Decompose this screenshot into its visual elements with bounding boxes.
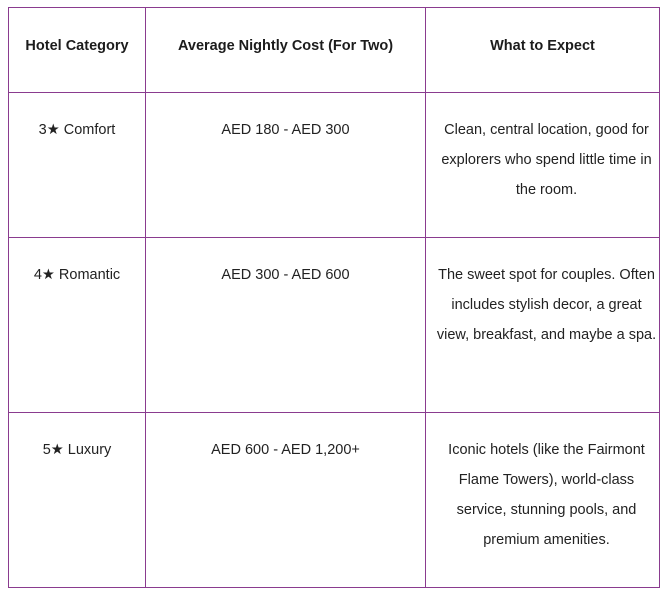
table-row [9,238,660,413]
category-text: 3★ Comfort [38,122,116,138]
expect-text: Clean, central location, good for explorers who spend little time in the room. [441,122,652,198]
expect-cell [426,238,660,413]
expect-text: The sweet spot for couples. Often includes stylish decor, a great view, breakfast, and maybe a spa. [436,267,657,343]
cost-text: AED 300 - AED 600 [221,267,350,283]
cost-cell [146,238,426,413]
cost-cell [146,93,426,238]
category-text: 5★ Luxury [42,442,112,458]
header-what-to-expect: What to Expect [426,8,660,93]
cost-cell [146,413,426,588]
cost-text: AED 180 - AED 300 [221,122,350,138]
expect-cell [426,413,660,588]
expect-text: Iconic hotels (like the Fairmont Flame Towers), world-class service, stunning pools, and premium amenities. [448,442,645,548]
category-cell [9,238,146,413]
category-text: 4★ Romantic [33,267,121,283]
hotel-pricing-table [8,7,660,588]
header-hotel-category: Hotel Category [9,8,146,93]
category-cell [9,413,146,588]
cost-text: AED 600 - AED 1,200+ [211,442,360,458]
expect-cell [426,93,660,238]
category-cell [9,93,146,238]
table-header-row [9,8,660,93]
header-average-nightly-cost: Average Nightly Cost (For Two) [146,8,426,93]
table-row [9,413,660,588]
table-row [9,93,660,238]
